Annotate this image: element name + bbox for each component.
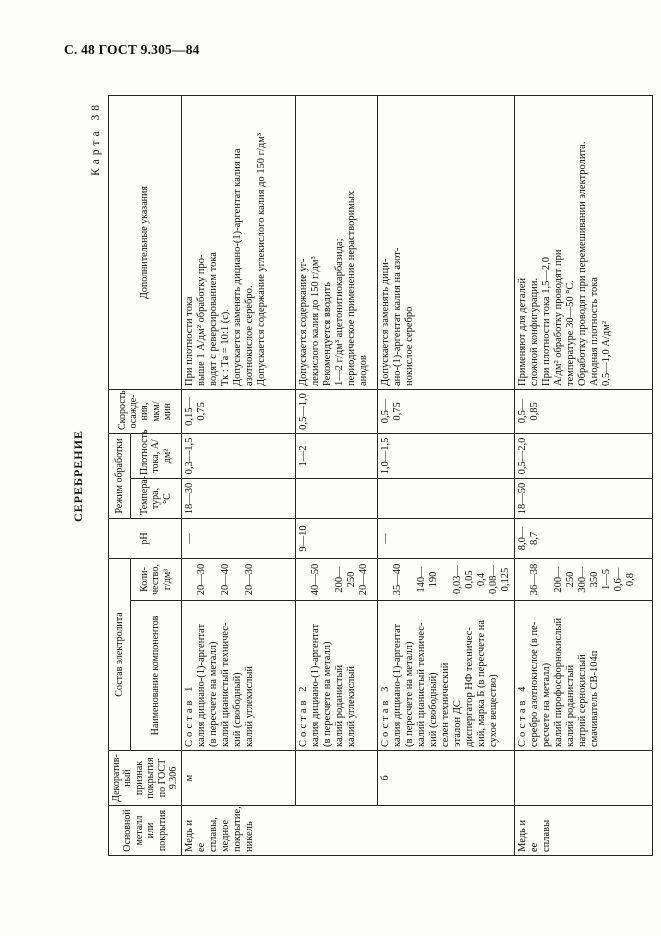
ph-cell: 8,0—8,7 bbox=[515, 518, 653, 558]
col-quantity: Коли-чество, г/дм³ bbox=[130, 558, 182, 600]
composition-cell: Состав 3 калия дициано-(1)-аргентат (в пересчете на металл) калий цианистый техничес- кий (свободный) селен технический эталон ДС диспергатор НФ техничес- кий, марка Б (в пересчете на сухое вещество) bbox=[378, 601, 515, 751]
col-ph: pH bbox=[109, 518, 182, 558]
table-row bbox=[182, 95, 296, 855]
card-number: Карта 38 bbox=[90, 101, 102, 176]
decorative-cell bbox=[296, 751, 378, 806]
col-density: Плотность тока, А/дм² bbox=[130, 433, 182, 478]
col-speed: Скорость осажде-ния, мкм/мин bbox=[109, 389, 182, 433]
composition-cell: Состав 1 калия дициано-(1)-аргентат (в пересчете на металл) калий цианистый техничес- кий (свободный) калий углекислый bbox=[182, 601, 296, 751]
col-temperature: Темпера-тура, °С bbox=[130, 478, 182, 518]
ph-cell: — bbox=[378, 518, 515, 558]
notes-cell: Допускается заменять дици- ано-(1)-аргентат калия на азот- нокислое серебро bbox=[378, 95, 515, 389]
col-base-metal: Основной металл или покрытия bbox=[109, 806, 182, 856]
temperature-cell bbox=[378, 478, 515, 518]
density-cell: 1—2 bbox=[296, 433, 378, 478]
quantity-cell: 36—38 200—250 300—350 1—5 0,6—0,8 bbox=[515, 558, 653, 600]
ph-cell: — bbox=[182, 518, 296, 558]
composition-cell: Состав 2 калия дициано-(1)-аргентат (в пересчете на металл) калий роданистый калий углекислый bbox=[296, 601, 378, 751]
quantity-cell: 35—40 140—190 0,03—0,05 0,4 0,08—0,125 bbox=[378, 558, 515, 600]
notes-cell: При плотности тока выше 1 А/дм² обработку про- водят с реверсированием тока Тк : Та = 10:1 (с). Допускается заменять дициано-(1)-аргентат калия на азотнокислое серебро. Допускается содержание углекислого калия до 150 г/дм³ bbox=[182, 95, 296, 389]
decorative-cell: м bbox=[182, 751, 296, 806]
decorative-cell: б bbox=[378, 751, 515, 806]
density-cell: 1,0—1,5 bbox=[378, 433, 515, 478]
table-row bbox=[515, 95, 653, 855]
base-metal-cell: Медь и ее сплавы bbox=[515, 806, 653, 856]
base-metal-cell: Медь и ее сплавы, медное покрытие, никель bbox=[182, 806, 515, 856]
quantity-cell: 40—50 200—250 20—40 bbox=[296, 558, 378, 600]
composition-name: Состав 2 bbox=[298, 683, 310, 747]
col-mode-group: Режим обработки bbox=[109, 433, 131, 518]
temperature-cell bbox=[296, 478, 378, 518]
col-notes: Дополнительные указания bbox=[109, 95, 182, 389]
temperature-cell: 18—50 bbox=[515, 478, 653, 518]
table-row bbox=[378, 95, 515, 855]
col-component-name: Наименование компонентов bbox=[130, 601, 182, 751]
table-row bbox=[296, 95, 378, 855]
density-cell: 0,5—2,0 bbox=[515, 433, 653, 478]
speed-cell: 0,5—0,75 bbox=[378, 389, 515, 433]
page-header: С. 48 ГОСТ 9.305—84 bbox=[64, 42, 200, 57]
col-decorative: Декоратив-ный признак покрытия по ГОСТ 9.306 bbox=[109, 751, 182, 806]
composition-name: Состав 3 bbox=[380, 683, 392, 747]
speed-cell: 0,5—1,0 bbox=[296, 389, 378, 433]
notes-cell: Допускается содержание уг- лекислого калия до 150 г/дм³ Рекомендуется вводить 1—2 г/дм³ ацетонитиокарбазида; периодическое применение нерастворимых анодов bbox=[296, 95, 378, 389]
ph-cell: 9—10 bbox=[296, 518, 378, 558]
section-title: СЕРЕБРЕНИЕ bbox=[71, 430, 85, 522]
speed-cell: 0,5—0,85 bbox=[515, 389, 653, 433]
quantity-cell: 20—30 20—40 20—30 bbox=[182, 558, 296, 600]
speed-cell: 0,15—0,75 bbox=[182, 389, 296, 433]
decorative-cell bbox=[515, 751, 653, 806]
composition-cell: Состав 4 серебро азотнокислое (в пе- ресчете на металл) калий пирофосфорнокислый калий роданистый натрий сернокислый смачиватель СВ-104п bbox=[515, 601, 653, 751]
col-composition-group: Состав электролита bbox=[109, 558, 131, 750]
rotated-card bbox=[71, 96, 652, 856]
density-cell: 0,3—1,5 bbox=[182, 433, 296, 478]
composition-name: Состав 1 bbox=[184, 683, 196, 747]
notes-cell: Применяют для деталей сложной конфигурации. При плотности тока 1,5—2,0 А/дм² обработку проводят при температуре 30—50 °С. Обработку проводят при перемешивании электролита. Анодная плотность тока 0,5—1,0 А/дм² bbox=[515, 95, 653, 389]
composition-name: Состав 4 bbox=[517, 683, 528, 747]
temperature-cell: 18—30 bbox=[182, 478, 296, 518]
electrolyte-table bbox=[108, 95, 653, 856]
